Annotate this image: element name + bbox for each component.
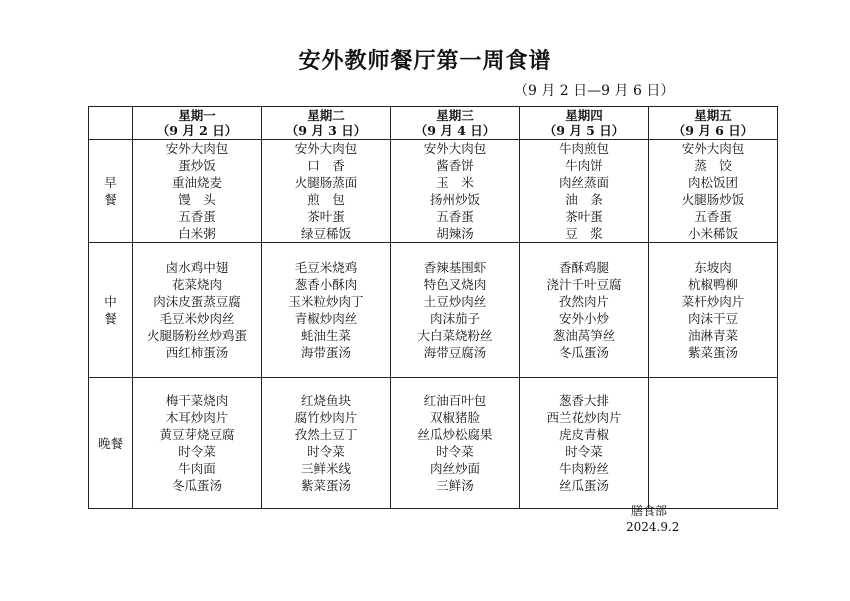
dish-item: 三鲜汤 — [436, 478, 474, 493]
date-range: （9 月 2 日—9 月 6 日） — [514, 83, 675, 99]
dish-item: 肉松饭团 — [687, 175, 738, 190]
dish-item: 牛肉饼 — [565, 158, 603, 173]
dish-item: 杭椒鸭柳 — [687, 277, 738, 292]
day-header: 星期一 （9 月 2 日） — [133, 107, 262, 140]
dinner-row — [89, 378, 778, 509]
dish-item: 口 香 — [307, 158, 345, 173]
dish-item: 葱油莴笋丝 — [552, 328, 616, 343]
meal-cell — [649, 378, 778, 509]
lunch-row — [89, 243, 778, 378]
meal-cell — [649, 140, 778, 243]
dish-item: 五香蛋 — [436, 209, 474, 224]
dish-item: 肉丝蒸面 — [558, 175, 609, 190]
dish-item: 小米稀饭 — [687, 226, 738, 241]
dish-item: 五香蛋 — [694, 209, 732, 224]
dish-item: 海带蛋汤 — [300, 345, 351, 360]
breakfast-row — [89, 140, 778, 243]
dish-item: 玉米粒炒肉丁 — [288, 294, 364, 309]
dish-item: 火腿肠蒸面 — [294, 175, 358, 190]
dish-item: 双椒猪脸 — [429, 410, 480, 425]
meal-cell — [391, 243, 520, 378]
dish-item: 海带豆腐汤 — [423, 345, 487, 360]
dish-item: 安外大肉包 — [423, 141, 487, 156]
dish-item: 冬瓜蛋汤 — [558, 345, 609, 360]
dish-item: 菜杆炒肉片 — [681, 294, 745, 309]
dish-item: 香辣基围虾 — [423, 260, 487, 275]
meal-cell — [133, 140, 262, 243]
dish-item: 肉沫茄子 — [429, 311, 480, 326]
dish-item: 紫菜蛋汤 — [687, 345, 738, 360]
dish-item: 茶叶蛋 — [565, 209, 603, 224]
dish-item: 红油百叶包 — [423, 393, 487, 408]
dish-item: 酱香饼 — [436, 158, 474, 173]
dish-item: 虎皮青椒 — [558, 427, 609, 442]
meal-cell — [391, 378, 520, 509]
dish-item: 牛肉面 — [178, 461, 216, 476]
meal-cell — [520, 243, 649, 378]
dish-item: 腐竹炒肉片 — [294, 410, 358, 425]
dish-item: 浇汁千叶豆腐 — [546, 277, 622, 292]
dish-item: 时令菜 — [436, 444, 474, 459]
dish-item: 时令菜 — [178, 444, 216, 459]
dish-item: 安外小炒 — [558, 311, 609, 326]
dish-item: 孜然肉片 — [558, 294, 609, 309]
dish-item: 扬州炒饭 — [429, 192, 480, 207]
dish-item: 毛豆米炒肉丝 — [159, 311, 235, 326]
header-row — [89, 107, 778, 140]
dish-item: 丝瓜蛋汤 — [558, 478, 609, 493]
dish-item: 丝瓜炒松腐果 — [417, 427, 493, 442]
dish-item: 特色叉烧肉 — [423, 277, 487, 292]
dish-item: 油 条 — [565, 192, 603, 207]
dish-item: 安外大肉包 — [294, 141, 358, 156]
dish-item: 西红柿蛋汤 — [165, 345, 229, 360]
dish-item: 五香蛋 — [178, 209, 216, 224]
dish-item: 白米粥 — [178, 226, 216, 241]
dish-item: 东坡肉 — [694, 260, 732, 275]
dish-item: 重油烧麦 — [171, 175, 222, 190]
dish-item: 卤水鸡中翅 — [165, 260, 229, 275]
day-header: 星期四 （9 月 5 日） — [520, 107, 649, 140]
dish-item: 豆 浆 — [565, 226, 603, 241]
dish-item: 蒸 饺 — [694, 158, 732, 173]
dish-item: 蛋炒饭 — [178, 158, 216, 173]
dish-item: 紫菜蛋汤 — [300, 478, 351, 493]
dish-item: 煎 包 — [307, 192, 345, 207]
dish-item: 肉沫皮蛋蒸豆腐 — [153, 294, 241, 309]
dish-item: 葱香大排 — [558, 393, 609, 408]
dish-item: 木耳炒肉片 — [165, 410, 229, 425]
dish-item: 牛肉粉丝 — [558, 461, 609, 476]
footer-date: 2024.9.2 — [626, 520, 680, 534]
meal-cell — [520, 378, 649, 509]
dish-item: 时令菜 — [307, 444, 345, 459]
corner-cell — [89, 107, 133, 140]
dish-item: 油淋青菜 — [687, 328, 738, 343]
dish-item: 牛肉煎包 — [558, 141, 609, 156]
dish-item: 蚝油生菜 — [300, 328, 351, 343]
footer-department: 膳食部 — [631, 504, 668, 518]
dish-item: 茶叶蛋 — [307, 209, 345, 224]
dish-item: 红烧鱼块 — [300, 393, 351, 408]
dish-item: 安外大肉包 — [681, 141, 745, 156]
dish-item: 葱香小酥肉 — [294, 277, 358, 292]
dish-item: 三鲜米线 — [300, 461, 351, 476]
meal-cell — [262, 140, 391, 243]
dish-item: 冬瓜蛋汤 — [171, 478, 222, 493]
meal-cell — [649, 243, 778, 378]
dish-item: 时令菜 — [565, 444, 603, 459]
meal-cell — [520, 140, 649, 243]
dish-item: 火腿肠炒饭 — [681, 192, 745, 207]
dish-item: 土豆炒肉丝 — [423, 294, 487, 309]
dish-item: 梅干菜烧肉 — [165, 393, 229, 408]
page-title: 安外教师餐厅第一周食谱 — [298, 48, 552, 74]
dish-item: 青椒炒肉丝 — [294, 311, 358, 326]
dish-item: 黄豆芽烧豆腐 — [159, 427, 235, 442]
dish-item: 火腿肠粉丝炒鸡蛋 — [146, 328, 247, 343]
dish-item: 毛豆米烧鸡 — [294, 260, 358, 275]
meal-label: 中 餐 — [89, 243, 133, 378]
day-header: 星期五 （9 月 6 日） — [649, 107, 778, 140]
dish-item: 花菜烧肉 — [171, 277, 222, 292]
meal-cell — [391, 140, 520, 243]
meal-label: 早 餐 — [89, 140, 133, 243]
dish-item: 绿豆稀饭 — [300, 226, 351, 241]
meal-label: 晚餐 — [89, 378, 133, 509]
meal-cell — [262, 243, 391, 378]
dish-item: 肉丝炒面 — [429, 461, 480, 476]
dish-item: 胡辣汤 — [436, 226, 474, 241]
meal-cell — [262, 378, 391, 509]
menu-table — [88, 106, 778, 509]
dish-item: 肉沫干豆 — [687, 311, 738, 326]
dish-item: 香酥鸡腿 — [558, 260, 609, 275]
day-header: 星期三 （9 月 4 日） — [391, 107, 520, 140]
dish-item: 大白菜烧粉丝 — [417, 328, 493, 343]
dish-item: 馒 头 — [178, 192, 216, 207]
dish-item: 安外大肉包 — [165, 141, 229, 156]
dish-item: 玉 米 — [436, 175, 474, 190]
meal-cell — [133, 378, 262, 509]
meal-cell — [133, 243, 262, 378]
day-header: 星期二 （9 月 3 日） — [262, 107, 391, 140]
dish-item: 西兰花炒肉片 — [546, 410, 622, 425]
dish-item: 孜然土豆丁 — [294, 427, 358, 442]
